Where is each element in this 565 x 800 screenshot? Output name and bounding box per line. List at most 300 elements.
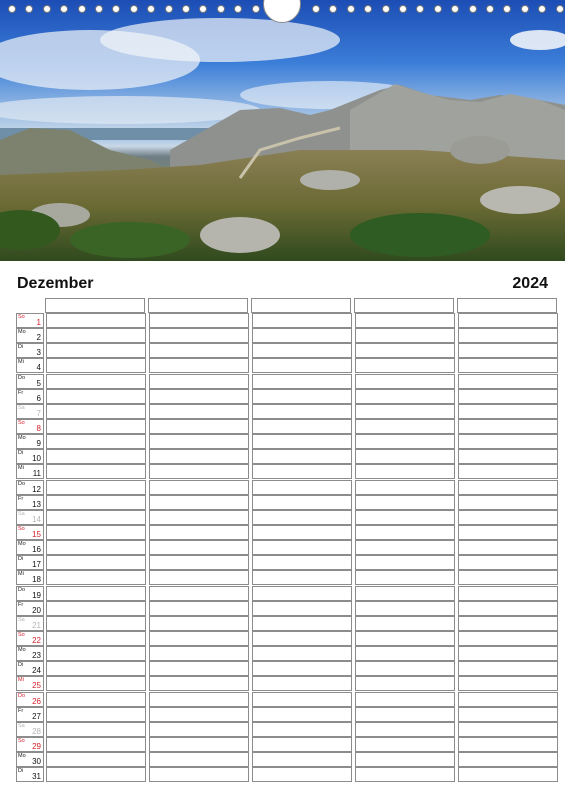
entry-cell[interactable] bbox=[355, 555, 455, 570]
entry-cell[interactable] bbox=[149, 570, 249, 585]
entry-cell[interactable] bbox=[46, 722, 146, 737]
day-row bbox=[16, 737, 561, 752]
entry-cell[interactable] bbox=[149, 510, 249, 525]
entry-cell[interactable] bbox=[46, 555, 146, 570]
entry-cell[interactable] bbox=[149, 480, 249, 495]
entry-cell[interactable] bbox=[46, 464, 146, 479]
entry-cell[interactable] bbox=[149, 661, 249, 676]
entry-cell[interactable] bbox=[458, 555, 558, 570]
day-label bbox=[16, 661, 44, 676]
entry-cell[interactable] bbox=[355, 510, 455, 525]
entry-cell[interactable] bbox=[355, 767, 455, 782]
binding-hole bbox=[199, 5, 207, 13]
day-label bbox=[16, 404, 44, 419]
day-number: 22 bbox=[32, 635, 41, 645]
day-label bbox=[16, 692, 44, 707]
entry-cell[interactable] bbox=[252, 464, 352, 479]
day-row bbox=[16, 449, 561, 464]
entry-cell[interactable] bbox=[46, 389, 146, 404]
weekday-abbrev: So bbox=[18, 525, 25, 532]
entry-cell[interactable] bbox=[355, 646, 455, 661]
day-row bbox=[16, 525, 561, 540]
entry-cell[interactable] bbox=[355, 343, 455, 358]
entry-cell[interactable] bbox=[458, 374, 558, 389]
entry-cell[interactable] bbox=[252, 555, 352, 570]
entry-cell[interactable] bbox=[355, 722, 455, 737]
entry-cell[interactable] bbox=[149, 767, 249, 782]
day-label bbox=[16, 631, 44, 646]
binding-hole bbox=[312, 5, 320, 13]
binding-hole bbox=[416, 5, 424, 13]
weekday-abbrev: Mi bbox=[18, 571, 24, 578]
entry-cell[interactable] bbox=[252, 419, 352, 434]
weekday-abbrev: Mo bbox=[18, 541, 26, 548]
day-row bbox=[16, 495, 561, 510]
weekday-abbrev: Sa bbox=[18, 510, 25, 517]
entry-cell[interactable] bbox=[46, 480, 146, 495]
day-row bbox=[16, 434, 561, 449]
day-row bbox=[16, 601, 561, 616]
day-row bbox=[16, 692, 561, 707]
entry-cell[interactable] bbox=[458, 616, 558, 631]
day-number: 24 bbox=[32, 666, 41, 676]
weekday-abbrev: Di bbox=[18, 344, 24, 351]
day-row bbox=[16, 707, 561, 722]
binding-hole bbox=[60, 5, 68, 13]
entry-cell[interactable] bbox=[355, 328, 455, 343]
entry-cell[interactable] bbox=[149, 358, 249, 373]
day-label bbox=[16, 358, 44, 373]
entry-cell[interactable] bbox=[355, 464, 455, 479]
entry-cell[interactable] bbox=[46, 676, 146, 691]
day-row bbox=[16, 646, 561, 661]
weekday-abbrev: Do bbox=[18, 692, 26, 699]
column-header-cell[interactable] bbox=[457, 298, 557, 313]
weekday-abbrev: Do bbox=[18, 480, 26, 487]
entry-cell[interactable] bbox=[458, 586, 558, 601]
entry-cell[interactable] bbox=[46, 661, 146, 676]
entry-cell[interactable] bbox=[458, 480, 558, 495]
binding-hole bbox=[434, 5, 442, 13]
entry-cell[interactable] bbox=[458, 510, 558, 525]
day-number: 31 bbox=[32, 772, 41, 782]
entry-cell[interactable] bbox=[458, 449, 558, 464]
entry-cell[interactable] bbox=[355, 540, 455, 555]
day-label bbox=[16, 601, 44, 616]
entry-cell[interactable] bbox=[458, 692, 558, 707]
weekday-abbrev: Sa bbox=[18, 722, 25, 729]
day-row bbox=[16, 661, 561, 676]
entry-cell[interactable] bbox=[252, 358, 352, 373]
entry-cell[interactable] bbox=[252, 767, 352, 782]
entry-cell[interactable] bbox=[355, 676, 455, 691]
weekday-abbrev: Mo bbox=[18, 753, 26, 760]
day-number: 15 bbox=[32, 529, 41, 539]
entry-cell[interactable] bbox=[355, 389, 455, 404]
day-label bbox=[16, 752, 44, 767]
entry-cell[interactable] bbox=[46, 631, 146, 646]
entry-cell[interactable] bbox=[458, 676, 558, 691]
binding-hole bbox=[43, 5, 51, 13]
binding-hole bbox=[25, 5, 33, 13]
day-number: 29 bbox=[32, 741, 41, 751]
entry-cell[interactable] bbox=[46, 358, 146, 373]
entry-cell[interactable] bbox=[355, 586, 455, 601]
entry-cell[interactable] bbox=[458, 313, 558, 328]
entry-cell[interactable] bbox=[458, 646, 558, 661]
binding-hole bbox=[451, 5, 459, 13]
entry-cell[interactable] bbox=[149, 313, 249, 328]
entry-cell[interactable] bbox=[355, 752, 455, 767]
entry-cell[interactable] bbox=[355, 601, 455, 616]
entry-cell[interactable] bbox=[458, 767, 558, 782]
day-number: 3 bbox=[36, 348, 41, 358]
entry-cell[interactable] bbox=[355, 434, 455, 449]
entry-cell[interactable] bbox=[46, 343, 146, 358]
entry-cell[interactable] bbox=[355, 692, 455, 707]
day-number: 20 bbox=[32, 605, 41, 615]
entry-cell[interactable] bbox=[252, 540, 352, 555]
entry-cell[interactable] bbox=[458, 419, 558, 434]
weekday-abbrev: Fr bbox=[18, 601, 24, 608]
entry-cell[interactable] bbox=[252, 374, 352, 389]
day-label bbox=[16, 419, 44, 434]
day-label bbox=[16, 374, 44, 389]
weekday-abbrev: Do bbox=[18, 586, 26, 593]
entry-cell[interactable] bbox=[149, 722, 249, 737]
binding-hole bbox=[469, 5, 477, 13]
entry-cell[interactable] bbox=[149, 601, 249, 616]
column-header-row bbox=[16, 298, 561, 313]
entry-cell[interactable] bbox=[458, 722, 558, 737]
day-row bbox=[16, 358, 561, 373]
entry-cell[interactable] bbox=[252, 692, 352, 707]
entry-cell[interactable] bbox=[252, 313, 352, 328]
day-label bbox=[16, 525, 44, 540]
day-row bbox=[16, 480, 561, 495]
entry-cell[interactable] bbox=[46, 434, 146, 449]
day-number: 27 bbox=[32, 711, 41, 721]
day-label bbox=[16, 737, 44, 752]
entry-cell[interactable] bbox=[149, 555, 249, 570]
entry-cell[interactable] bbox=[46, 404, 146, 419]
day-number: 25 bbox=[32, 681, 41, 691]
day-row bbox=[16, 343, 561, 358]
day-row bbox=[16, 616, 561, 631]
entry-cell[interactable] bbox=[252, 676, 352, 691]
day-label bbox=[16, 555, 44, 570]
day-label bbox=[16, 767, 44, 782]
entry-cell[interactable] bbox=[458, 525, 558, 540]
entry-cell[interactable] bbox=[458, 540, 558, 555]
entry-cell[interactable] bbox=[355, 631, 455, 646]
binding-hole bbox=[130, 5, 138, 13]
weekday-abbrev: Mo bbox=[18, 647, 26, 654]
entry-cell[interactable] bbox=[355, 449, 455, 464]
column-header-cell[interactable] bbox=[354, 298, 454, 313]
day-number: 28 bbox=[32, 726, 41, 736]
day-number: 18 bbox=[32, 575, 41, 585]
day-number: 13 bbox=[32, 499, 41, 509]
column-header-cell[interactable] bbox=[45, 298, 145, 313]
day-row bbox=[16, 752, 561, 767]
entry-cell[interactable] bbox=[252, 328, 352, 343]
entry-cell[interactable] bbox=[252, 343, 352, 358]
entry-cell[interactable] bbox=[46, 737, 146, 752]
binding-hole bbox=[78, 5, 86, 13]
entry-cell[interactable] bbox=[149, 449, 249, 464]
entry-cell[interactable] bbox=[149, 752, 249, 767]
day-label bbox=[16, 676, 44, 691]
entry-cell[interactable] bbox=[252, 737, 352, 752]
binding-holes bbox=[0, 5, 565, 15]
entry-cell[interactable] bbox=[355, 374, 455, 389]
day-label bbox=[16, 328, 44, 343]
binding-hole bbox=[112, 5, 120, 13]
entry-cell[interactable] bbox=[458, 601, 558, 616]
day-number: 23 bbox=[32, 651, 41, 661]
entry-cell[interactable] bbox=[149, 676, 249, 691]
entry-cell[interactable] bbox=[252, 707, 352, 722]
weekday-abbrev: Mi bbox=[18, 359, 24, 366]
landscape-illustration bbox=[0, 0, 565, 261]
entry-cell[interactable] bbox=[355, 707, 455, 722]
entry-cell[interactable] bbox=[458, 737, 558, 752]
day-row bbox=[16, 464, 561, 479]
day-number: 17 bbox=[32, 560, 41, 570]
entry-cell[interactable] bbox=[46, 707, 146, 722]
entry-cell[interactable] bbox=[252, 510, 352, 525]
entry-cell[interactable] bbox=[252, 404, 352, 419]
day-row bbox=[16, 389, 561, 404]
entry-cell[interactable] bbox=[458, 495, 558, 510]
entry-cell[interactable] bbox=[458, 707, 558, 722]
weekday-abbrev: Do bbox=[18, 374, 26, 381]
entry-cell[interactable] bbox=[458, 389, 558, 404]
day-number: 19 bbox=[32, 590, 41, 600]
day-row bbox=[16, 313, 561, 328]
entry-cell[interactable] bbox=[458, 343, 558, 358]
entry-cell[interactable] bbox=[149, 343, 249, 358]
entry-cell[interactable] bbox=[355, 404, 455, 419]
binding-hole bbox=[8, 5, 16, 13]
weekday-abbrev: Sa bbox=[18, 404, 25, 411]
entry-cell[interactable] bbox=[149, 525, 249, 540]
day-row bbox=[16, 555, 561, 570]
day-number: 7 bbox=[36, 408, 41, 418]
day-row bbox=[16, 676, 561, 691]
entry-cell[interactable] bbox=[46, 601, 146, 616]
day-label bbox=[16, 434, 44, 449]
entry-cell[interactable] bbox=[252, 495, 352, 510]
entry-cell[interactable] bbox=[149, 540, 249, 555]
entry-cell[interactable] bbox=[252, 434, 352, 449]
weekday-abbrev: Mo bbox=[18, 435, 26, 442]
entry-cell[interactable] bbox=[46, 328, 146, 343]
weekday-abbrev: So bbox=[18, 314, 25, 320]
day-row bbox=[16, 586, 561, 601]
entry-cell[interactable] bbox=[46, 646, 146, 661]
binding-hole bbox=[329, 5, 337, 13]
day-row bbox=[16, 419, 561, 434]
landscape-photo bbox=[0, 0, 565, 261]
entry-cell[interactable] bbox=[46, 449, 146, 464]
weekday-abbrev: Di bbox=[18, 450, 24, 457]
day-label bbox=[16, 707, 44, 722]
entry-cell[interactable] bbox=[46, 525, 146, 540]
year-title: 2024 bbox=[512, 275, 548, 292]
entry-cell[interactable] bbox=[458, 434, 558, 449]
entry-cell[interactable] bbox=[355, 495, 455, 510]
day-label bbox=[16, 313, 44, 328]
weekday-abbrev: Di bbox=[18, 556, 24, 563]
entry-cell[interactable] bbox=[458, 358, 558, 373]
day-row bbox=[16, 570, 561, 585]
day-number: 5 bbox=[36, 378, 41, 388]
day-label bbox=[16, 464, 44, 479]
entry-cell[interactable] bbox=[149, 631, 249, 646]
day-label bbox=[16, 586, 44, 601]
weekday-abbrev: Mi bbox=[18, 465, 24, 472]
entry-cell[interactable] bbox=[46, 419, 146, 434]
entry-cell[interactable] bbox=[149, 389, 249, 404]
weekday-abbrev: So bbox=[18, 737, 25, 744]
entry-cell[interactable] bbox=[458, 464, 558, 479]
entry-cell[interactable] bbox=[149, 616, 249, 631]
day-number: 21 bbox=[32, 620, 41, 630]
entry-cell[interactable] bbox=[355, 737, 455, 752]
day-label bbox=[16, 480, 44, 495]
entry-cell[interactable] bbox=[252, 389, 352, 404]
entry-cell[interactable] bbox=[46, 313, 146, 328]
entry-cell[interactable] bbox=[355, 480, 455, 495]
entry-cell[interactable] bbox=[252, 661, 352, 676]
binding-hole bbox=[503, 5, 511, 13]
day-row bbox=[16, 510, 561, 525]
day-number: 9 bbox=[36, 439, 41, 449]
entry-cell[interactable] bbox=[46, 510, 146, 525]
binding-hole bbox=[234, 5, 242, 13]
day-number: 12 bbox=[32, 484, 41, 494]
day-label bbox=[16, 389, 44, 404]
day-number: 14 bbox=[32, 514, 41, 524]
entry-cell[interactable] bbox=[355, 661, 455, 676]
entry-cell[interactable] bbox=[252, 646, 352, 661]
entry-cell[interactable] bbox=[355, 616, 455, 631]
entry-cell[interactable] bbox=[458, 404, 558, 419]
entry-cell[interactable] bbox=[458, 570, 558, 585]
binding-hole bbox=[556, 5, 564, 13]
entry-cell[interactable] bbox=[46, 767, 146, 782]
entry-cell[interactable] bbox=[149, 737, 249, 752]
binding-hole bbox=[182, 5, 190, 13]
entry-cell[interactable] bbox=[149, 374, 249, 389]
entry-cell[interactable] bbox=[458, 328, 558, 343]
weekday-abbrev: So bbox=[18, 419, 25, 426]
entry-cell[interactable] bbox=[355, 313, 455, 328]
day-number: 16 bbox=[32, 545, 41, 555]
binding-hole bbox=[252, 5, 260, 13]
entry-cell[interactable] bbox=[252, 722, 352, 737]
entry-cell[interactable] bbox=[458, 752, 558, 767]
entry-cell[interactable] bbox=[252, 586, 352, 601]
month-title: Dezember bbox=[17, 275, 94, 292]
entry-cell[interactable] bbox=[252, 601, 352, 616]
day-row bbox=[16, 722, 561, 737]
day-label bbox=[16, 495, 44, 510]
planner-grid bbox=[16, 298, 561, 782]
day-number: 2 bbox=[36, 333, 41, 343]
day-label bbox=[16, 646, 44, 661]
entry-cell[interactable] bbox=[355, 525, 455, 540]
weekday-abbrev: Mo bbox=[18, 329, 26, 336]
column-header-cell[interactable] bbox=[251, 298, 351, 313]
entry-cell[interactable] bbox=[355, 419, 455, 434]
binding-hole bbox=[399, 5, 407, 13]
entry-cell[interactable] bbox=[46, 374, 146, 389]
weekday-abbrev: So bbox=[18, 631, 25, 638]
entry-cell[interactable] bbox=[149, 586, 249, 601]
entry-cell[interactable] bbox=[252, 480, 352, 495]
entry-cell[interactable] bbox=[46, 752, 146, 767]
binding-hole bbox=[521, 5, 529, 13]
day-row bbox=[16, 540, 561, 555]
entry-cell[interactable] bbox=[149, 328, 249, 343]
entry-cell[interactable] bbox=[458, 631, 558, 646]
day-number: 11 bbox=[32, 469, 41, 479]
entry-cell[interactable] bbox=[149, 495, 249, 510]
day-row bbox=[16, 374, 561, 389]
entry-cell[interactable] bbox=[149, 434, 249, 449]
entry-cell[interactable] bbox=[46, 692, 146, 707]
entry-cell[interactable] bbox=[252, 752, 352, 767]
binding-hole bbox=[382, 5, 390, 13]
day-label bbox=[16, 570, 44, 585]
entry-cell[interactable] bbox=[458, 661, 558, 676]
entry-cell[interactable] bbox=[252, 570, 352, 585]
entry-cell[interactable] bbox=[46, 616, 146, 631]
entry-cell[interactable] bbox=[149, 464, 249, 479]
weekday-abbrev: Sa bbox=[18, 616, 25, 623]
day-label bbox=[16, 510, 44, 525]
column-header-cell[interactable] bbox=[148, 298, 248, 313]
entry-cell[interactable] bbox=[46, 495, 146, 510]
entry-cell[interactable] bbox=[149, 692, 249, 707]
entry-cell[interactable] bbox=[149, 646, 249, 661]
day-label bbox=[16, 449, 44, 464]
entry-cell[interactable] bbox=[252, 449, 352, 464]
entry-cell[interactable] bbox=[46, 540, 146, 555]
weekday-abbrev: Mi bbox=[18, 677, 24, 684]
entry-cell[interactable] bbox=[46, 586, 146, 601]
binding-hole bbox=[95, 5, 103, 13]
binding-hole bbox=[147, 5, 155, 13]
entry-cell[interactable] bbox=[149, 707, 249, 722]
entry-cell[interactable] bbox=[355, 358, 455, 373]
header-spacer bbox=[16, 298, 45, 313]
day-row bbox=[16, 328, 561, 343]
entry-cell[interactable] bbox=[355, 570, 455, 585]
entry-cell[interactable] bbox=[149, 404, 249, 419]
entry-cell[interactable] bbox=[252, 616, 352, 631]
day-number: 1 bbox=[36, 318, 41, 327]
day-number: 6 bbox=[36, 393, 41, 403]
entry-cell[interactable] bbox=[46, 570, 146, 585]
entry-cell[interactable] bbox=[252, 631, 352, 646]
day-label bbox=[16, 540, 44, 555]
entry-cell[interactable] bbox=[252, 525, 352, 540]
entry-cell[interactable] bbox=[149, 419, 249, 434]
